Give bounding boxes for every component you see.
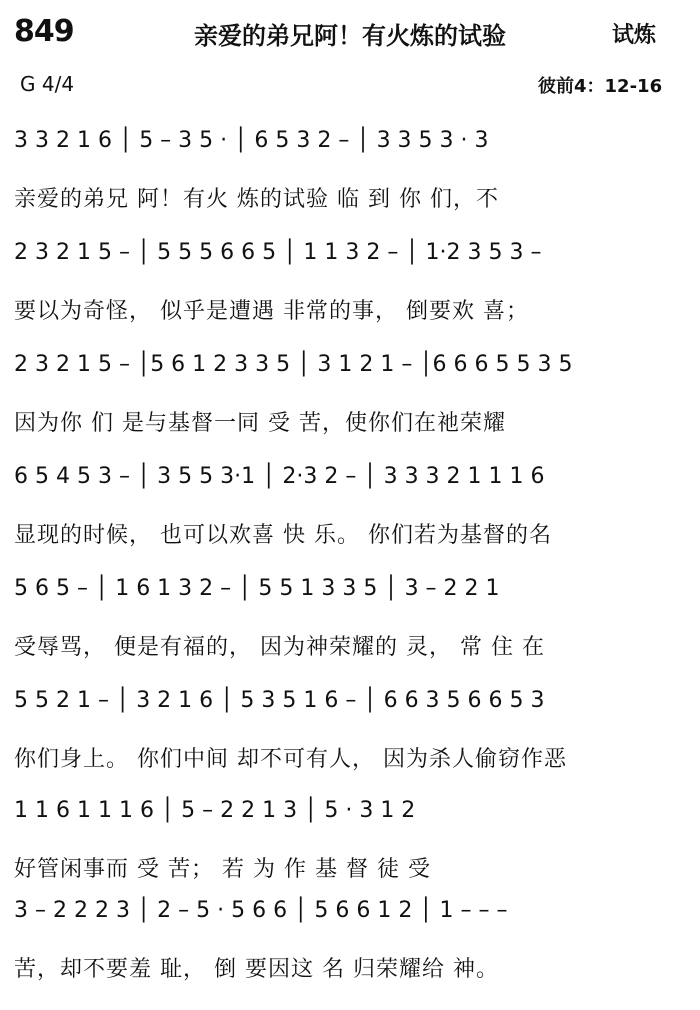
jianpu-notes: 2 3 2 1 5 – │5 6 1 2 3 3 5 │ 3 1 2 1 – │6 6 6 5 5 3 5 — [14, 352, 573, 377]
music-system-1 — [0, 128, 700, 240]
hymn-header — [0, 0, 700, 110]
music-system-6 — [0, 688, 700, 800]
music-system-5 — [0, 576, 700, 688]
hymn-title: 亲爱的弟兄阿！有火炼的试验 — [194, 22, 506, 50]
music-system-3 — [0, 352, 700, 464]
music-system-7 — [0, 798, 700, 910]
music-system-4 — [0, 464, 700, 576]
hymn-category: 试炼 — [612, 23, 657, 48]
lyrics-line: 显现的时候， 也可以欢喜 快 乐。 你们若为基督的名 — [14, 523, 552, 548]
lyrics-line: 因为你 们 是与基督一同 受 苦，使你们在祂荣耀 — [14, 411, 506, 436]
jianpu-notes: 2 3 2 1 5 – │ 5 5 5 6 6 5 │ 1 1 3 2 – │ 1·2 3 5 3 – — [14, 240, 542, 265]
lyrics-line: 要以为奇怪， 似乎是遭遇 非常的事， 倒要欢 喜； — [14, 299, 529, 324]
music-system-2 — [0, 240, 700, 352]
jianpu-notes: 5 5 2 1 – │ 3 2 1 6 │ 5 3 5 1 6 – │ 6 6 3 5 6 6 5 3 — [14, 688, 545, 713]
jianpu-notes: 5 6 5 – │ 1 6 1 3 2 – │ 5 5 1 3 3 5 │ 3 – 2 2 1 — [14, 576, 500, 601]
lyrics-line: 好管闲事而 受 苦； 若 为 作 基 督 徒 受 — [14, 857, 431, 882]
music-system-8 — [0, 898, 700, 1010]
lyrics-line: 亲爱的弟兄 阿！有火 炼的试验 临 到 你 们，不 — [14, 187, 499, 212]
jianpu-notes: 3 – 2 2 2 3 │ 2 – 5 · 5 6 6 │ 5 6 6 1 2 │ 1 – – – — [14, 898, 508, 923]
key-time-signature: G 4/4 — [20, 72, 75, 96]
jianpu-notes: 6 5 4 5 3 – │ 3 5 5 3·1 │ 2·3 2 – │ 3 3 3 2 1 1 1 6 — [14, 464, 545, 489]
lyrics-line: 你们身上。 你们中间 却不可有人， 因为杀人偷窃作恶 — [14, 747, 567, 772]
jianpu-notes: 1 1 6 1 1 1 6 │ 5 – 2 2 1 3 │ 5 · 3 1 2 — [14, 798, 416, 823]
hymn-number: 849 — [14, 14, 74, 49]
jianpu-notes: 3 3 2 1 6 │ 5 – 3 5 · │ 6 5 3 2 – │ 3 3 5 3 · 3 — [14, 128, 489, 153]
lyrics-line: 受辱骂， 便是有福的， 因为神荣耀的 灵， 常 住 在 — [14, 635, 545, 660]
lyrics-line: 苦，却不要羞 耻， 倒 要因这 名 归荣耀给 神。 — [14, 957, 499, 982]
scripture-reference: 彼前4：12-16 — [538, 76, 663, 97]
